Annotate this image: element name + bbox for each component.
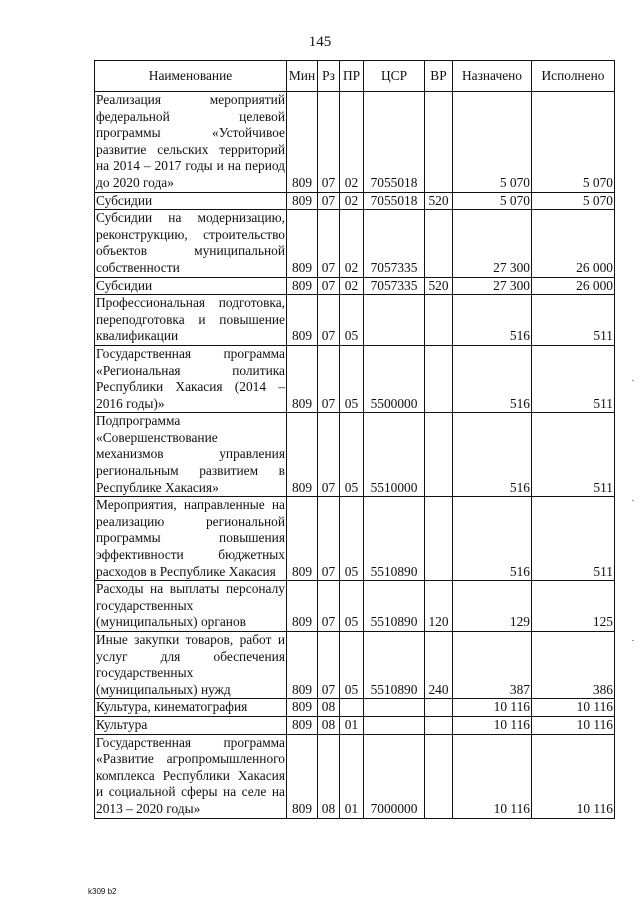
cell-name: Иные закупки товаров, работ и услуг для обеспечения государственных (муниципальных) нужд (95, 632, 287, 699)
cell-executed: 10 116 (532, 716, 615, 734)
cell-executed: 26 000 (532, 210, 615, 277)
cell-vr (425, 716, 453, 734)
cell-vr (425, 497, 453, 581)
cell-name: Государственная программа «Региональная политика Республики Хакасия (2014 – 2016 годы)» (95, 345, 287, 412)
cell-rz: 07 (318, 92, 340, 193)
cell-min: 809 (287, 210, 318, 277)
cell-min: 809 (287, 92, 318, 193)
cell-rz: 07 (318, 345, 340, 412)
cell-assigned: 129 (453, 581, 532, 632)
cell-name: Культура (95, 716, 287, 734)
cell-rz: 07 (318, 497, 340, 581)
cell-min: 809 (287, 699, 318, 717)
cell-assigned: 10 116 (453, 699, 532, 717)
header-executed: Исполнено (532, 61, 615, 92)
cell-min: 809 (287, 497, 318, 581)
cell-min: 809 (287, 581, 318, 632)
cell-pr: 02 (340, 277, 364, 295)
cell-pr: 05 (340, 413, 364, 497)
cell-min: 809 (287, 295, 318, 346)
cell-assigned: 516 (453, 295, 532, 346)
cell-assigned: 27 300 (453, 210, 532, 277)
cell-rz: 07 (318, 632, 340, 699)
header-min: Мин (287, 61, 318, 92)
cell-assigned: 27 300 (453, 277, 532, 295)
cell-pr: 05 (340, 632, 364, 699)
table-row (95, 716, 615, 734)
cell-pr: 05 (340, 497, 364, 581)
scan-mark (632, 640, 634, 641)
cell-csr: 7057335 (364, 277, 425, 295)
table-row (95, 277, 615, 295)
budget-table (94, 60, 615, 819)
cell-vr: 520 (425, 277, 453, 295)
header-csr: ЦСР (364, 61, 425, 92)
cell-pr: 01 (340, 716, 364, 734)
table-body (95, 92, 615, 819)
cell-rz: 07 (318, 277, 340, 295)
cell-vr (425, 210, 453, 277)
table-row (95, 192, 615, 210)
cell-assigned: 516 (453, 413, 532, 497)
cell-assigned: 387 (453, 632, 532, 699)
cell-rz: 07 (318, 192, 340, 210)
cell-rz: 07 (318, 413, 340, 497)
cell-vr (425, 92, 453, 193)
table-row (95, 497, 615, 581)
cell-min: 809 (287, 716, 318, 734)
cell-assigned: 516 (453, 345, 532, 412)
cell-assigned: 5 070 (453, 92, 532, 193)
cell-executed: 511 (532, 345, 615, 412)
header-vr: ВР (425, 61, 453, 92)
cell-min: 809 (287, 632, 318, 699)
cell-csr: 5510890 (364, 497, 425, 581)
cell-name: Профессиональная подготовка, переподготовка и повышение квалификации (95, 295, 287, 346)
table-row (95, 632, 615, 699)
cell-name: Подпрограмма «Совершенствование механизмов управления региональным развитием в Республике Хакасия» (95, 413, 287, 497)
cell-csr: 5510000 (364, 413, 425, 497)
header-name: Наименование (95, 61, 287, 92)
cell-pr: 05 (340, 345, 364, 412)
cell-executed: 5 070 (532, 92, 615, 193)
cell-executed: 10 116 (532, 699, 615, 717)
cell-name: Расходы на выплаты персоналу государственных (муниципальных) органов (95, 581, 287, 632)
table-row (95, 734, 615, 818)
cell-rz: 08 (318, 699, 340, 717)
cell-name: Культура, кинематография (95, 699, 287, 717)
cell-csr: 5500000 (364, 345, 425, 412)
cell-executed: 386 (532, 632, 615, 699)
table-row (95, 345, 615, 412)
cell-min: 809 (287, 277, 318, 295)
cell-vr (425, 734, 453, 818)
header-pr: ПР (340, 61, 364, 92)
cell-vr: 240 (425, 632, 453, 699)
table-row (95, 413, 615, 497)
cell-pr: 05 (340, 581, 364, 632)
cell-csr: 5510890 (364, 581, 425, 632)
cell-rz: 08 (318, 716, 340, 734)
cell-name: Мероприятия, направленные на реализацию региональной программы повышения эффективности бюджетных расходов в Республике Хакасия (95, 497, 287, 581)
cell-executed: 511 (532, 295, 615, 346)
cell-pr: 01 (340, 734, 364, 818)
cell-csr (364, 699, 425, 717)
cell-csr: 7055018 (364, 92, 425, 193)
cell-csr (364, 716, 425, 734)
cell-vr (425, 413, 453, 497)
table-row (95, 92, 615, 193)
cell-assigned: 516 (453, 497, 532, 581)
cell-assigned: 10 116 (453, 716, 532, 734)
cell-assigned: 10 116 (453, 734, 532, 818)
header-assigned: Назначено (453, 61, 532, 92)
cell-name: Субсидии на модернизацию, реконструкцию, строительство объектов муниципальной собственности (95, 210, 287, 277)
cell-rz: 08 (318, 734, 340, 818)
cell-vr: 120 (425, 581, 453, 632)
cell-executed: 511 (532, 497, 615, 581)
cell-csr: 7000000 (364, 734, 425, 818)
page-number: 145 (308, 34, 332, 50)
cell-name: Субсидии (95, 192, 287, 210)
cell-pr: 02 (340, 92, 364, 193)
cell-vr (425, 699, 453, 717)
cell-min: 809 (287, 345, 318, 412)
cell-pr: 05 (340, 295, 364, 346)
cell-min: 809 (287, 413, 318, 497)
cell-min: 809 (287, 734, 318, 818)
cell-vr: 520 (425, 192, 453, 210)
cell-pr (340, 699, 364, 717)
scan-mark (632, 380, 634, 381)
table-row (95, 699, 615, 717)
cell-vr (425, 345, 453, 412)
footer-code: k309 b2 (88, 887, 117, 896)
cell-csr (364, 295, 425, 346)
cell-name: Субсидии (95, 277, 287, 295)
cell-name: Государственная программа «Развитие агропромышленного комплекса Республики Хакасия и социальной сферы на селе на 2013 – 2020 годы» (95, 734, 287, 818)
scan-mark (632, 500, 634, 501)
header-row (95, 61, 615, 92)
table-row (95, 210, 615, 277)
header-rz: Рз (318, 61, 340, 92)
cell-vr (425, 295, 453, 346)
cell-executed: 26 000 (532, 277, 615, 295)
table-row (95, 581, 615, 632)
cell-executed: 5 070 (532, 192, 615, 210)
cell-csr: 5510890 (364, 632, 425, 699)
cell-executed: 125 (532, 581, 615, 632)
cell-min: 809 (287, 192, 318, 210)
cell-rz: 07 (318, 295, 340, 346)
cell-csr: 7055018 (364, 192, 425, 210)
table-row (95, 295, 615, 346)
cell-assigned: 5 070 (453, 192, 532, 210)
cell-name: Реализация мероприятий федеральной целевой программы «Устойчивое развитие сельских территорий на 2014 – 2017 годы и на период до 2020 года» (95, 92, 287, 193)
cell-csr: 7057335 (364, 210, 425, 277)
cell-rz: 07 (318, 210, 340, 277)
cell-pr: 02 (340, 192, 364, 210)
cell-executed: 10 116 (532, 734, 615, 818)
cell-pr: 02 (340, 210, 364, 277)
cell-executed: 511 (532, 413, 615, 497)
cell-rz: 07 (318, 581, 340, 632)
